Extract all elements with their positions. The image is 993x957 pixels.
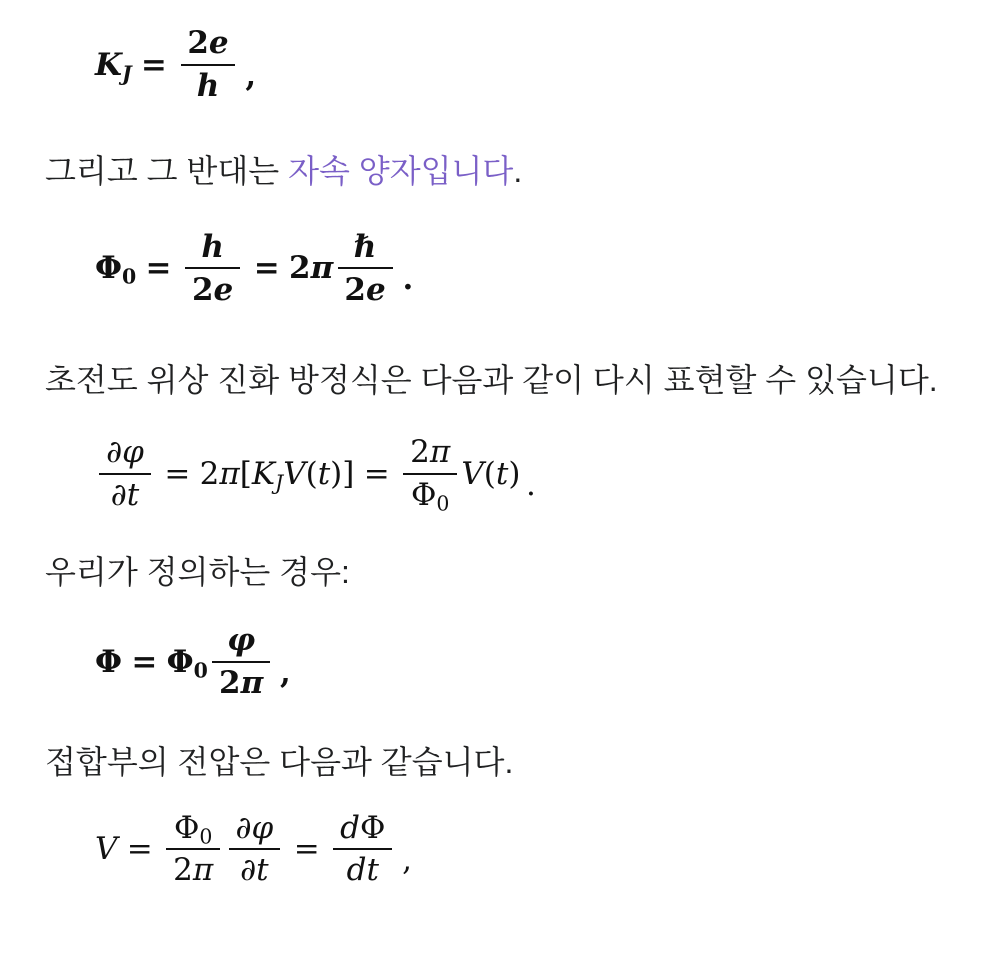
paragraph-junction-voltage bbox=[45, 741, 985, 783]
equation-josephson-constant: $K_J$ = $\frac{2e}{h}$ , bbox=[95, 25, 257, 104]
paragraph-phase-evolution bbox=[45, 359, 985, 401]
text-run: . bbox=[513, 152, 523, 189]
text-run: 초전도 위상 진화 방정식은 다음과 같이 다시 표현할 수 있습니다. bbox=[45, 362, 938, 399]
paragraph-flux-quantum bbox=[45, 150, 985, 192]
equation-flux-definition: $\Phi = \Phi_0$ $\frac{\varphi}{2\pi}$ , bbox=[95, 621, 291, 701]
text-run: 그리고 그 반대는 bbox=[45, 152, 289, 189]
text-run: 우리가 정의하는 경우: bbox=[45, 553, 350, 590]
text-run: 접합부의 전압은 다음과 같습니다. bbox=[45, 743, 514, 780]
equation-phase-evolution: $\frac{\partial\varphi}{\partial t}$ = $2\pi[K_JV(t)]$ = $\frac{2\pi}{\Phi_0}$ V(t) . bbox=[95, 435, 985, 513]
equation-flux-quantum: $\Phi_0$ = $\frac{h}{2e}$ = 2π $\frac{\text{ℏ}}{2e}$ . bbox=[95, 228, 414, 308]
equation-voltage: V = $\frac{\Phi_0}{2\pi}$ $\frac{\partial\varphi}{\partial t}$ = $\frac{d\Phi}{dt}$ , bbox=[95, 809, 412, 889]
flux-quantum-link[interactable]: 자속 양자입니다 bbox=[288, 152, 514, 189]
paragraph-definition bbox=[45, 551, 985, 593]
